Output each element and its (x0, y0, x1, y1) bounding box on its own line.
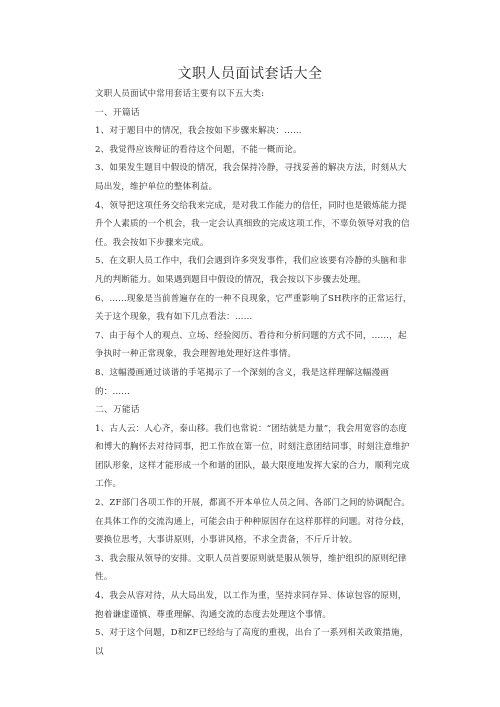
document-body (95, 85, 413, 661)
intro-paragraph: 文职人员面试中常用套话主要有以下五大类: (95, 89, 265, 99)
paragraph-universal-5: 5、对于这个问题，D和ZF已经给与了高度的重视，出台了一系列相关政策措施，以 (95, 628, 409, 657)
document-title: 文职人员面试套话大全 (177, 66, 323, 82)
section-heading-opening: 一、开篇话 (95, 107, 140, 118)
paragraph-opening-4: 4、领导把这项任务交给我来完成，是对我工作能力的信任，同时也是锻炼能力提升个人素质的一个机会，我一定会认真细致的完成这项工作，不辜负领导对我的信任。我会按如下步骤来完成。 (95, 200, 410, 248)
paragraph-opening-7: 7、由于每个人的观点、立场、经验阅历、看待和分析问题的方式不同，……，起争执时一种正常现象，我会理智地处理好这件事情。 (95, 330, 407, 360)
paragraph-universal-3: 3、我会服从领导的安排。文职人员首要原则就是服从领导，维护组织的原则纪律性。 (95, 553, 407, 583)
paragraph-opening-1: 1、对于题目中的情况，我会按如下步骤来解决：…… (95, 126, 302, 137)
paragraph-opening-6: 6、……现象是当前普遍存在的一种不良现象，它严重影响了SH秩序的正常运行，关于这个现象，我有如下几点看法：…… (95, 293, 412, 323)
paragraph-universal-2: 2、ZF部门各项工作的开展，都离不开本单位人员之间、各部门之间的协调配合。在具体工作的交流沟通上，可能会由于种种原因存在这样那样的问题。对待分歧，要换位思考，大事讲原则，小事讲风格，不求全责备，不斤斤计较。 (95, 498, 411, 546)
paragraph-opening-5: 5、在文职人员工作中，我们会遇到许多突发事件，我们应该要有冷静的头脑和非凡的判断能力。如果遇到题目中假设的情况，我会按以下步骤去处理。 (95, 256, 407, 285)
paragraph-universal-1: 1、古人云：人心齐，泰山移。我们也常说：“团结就是力量”，我会用宽容的态度和博大的胸怀去对待同事，把工作放在第一位，时刻注意团结同事，时刻注意维护团队形象，这样才能形成一个和谐的团队，最大限度地发挥大家的合力，顺利完成工作。 (95, 423, 410, 490)
paragraph-opening-3: 3、如果发生题目中假设的情况，我会保持冷静，寻找妥善的解决方法，时刻从大局出发，维护单位的整体利益。 (95, 163, 407, 192)
paragraph-opening-2: 2、我觉得应该辩证的看待这个问题，不能一概而论。 (95, 144, 302, 155)
paragraph-universal-4: 4、我会从容对待，从大局出发，以工作为重，坚持求同存异、体谅包容的原则，抱着谦虚谨慎、尊重理解、沟通交流的态度去处理这个事情。 (95, 591, 407, 620)
section-heading-universal: 二、万能话 (95, 405, 140, 416)
paragraph-opening-8: 8、这幅漫画通过谈谐的手笔揭示了一个深刻的含义，我是这样理解这幅漫画的：…… (95, 367, 390, 397)
